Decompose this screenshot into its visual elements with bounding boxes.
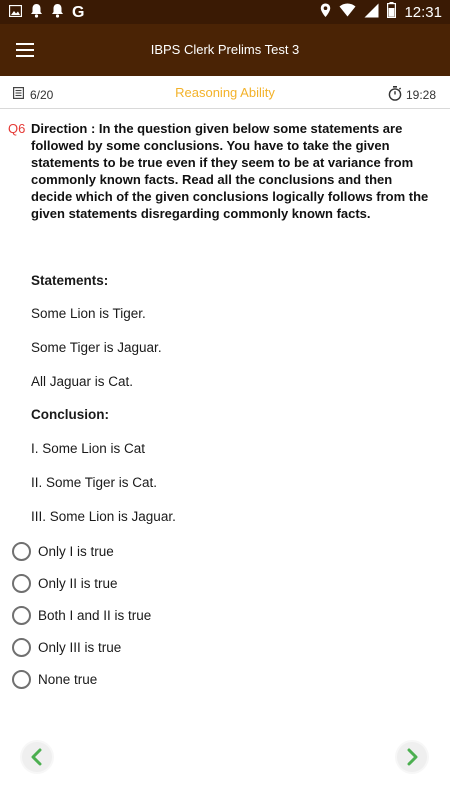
conclusion-1: I. Some Lion is Cat bbox=[31, 441, 146, 456]
conclusion-3: III. Some Lion is Jaguar. bbox=[31, 509, 176, 524]
option-4[interactable] bbox=[12, 635, 121, 659]
bell-icon bbox=[30, 3, 43, 23]
radio-button[interactable] bbox=[12, 670, 31, 689]
radio-button[interactable] bbox=[12, 542, 31, 561]
option-1[interactable] bbox=[12, 539, 114, 563]
option-label: Only I is true bbox=[38, 543, 114, 559]
statement-1: Some Lion is Tiger. bbox=[31, 306, 146, 321]
previous-button[interactable] bbox=[22, 742, 52, 772]
question-number: Q6 bbox=[8, 121, 26, 136]
radio-button[interactable] bbox=[12, 606, 31, 625]
chevron-right-icon bbox=[402, 747, 422, 767]
option-5[interactable] bbox=[12, 667, 97, 691]
conclusion-heading: Conclusion: bbox=[31, 407, 109, 422]
signal-icon bbox=[364, 3, 379, 23]
statements-heading: Statements: bbox=[31, 273, 109, 288]
timer bbox=[388, 86, 436, 104]
option-label: Both I and II is true bbox=[38, 607, 152, 623]
page-title: IBPS Clerk Prelims Test 3 bbox=[150, 42, 300, 57]
radio-button[interactable] bbox=[12, 638, 31, 657]
app-bar bbox=[0, 24, 450, 76]
option-2[interactable] bbox=[12, 571, 118, 595]
location-icon bbox=[320, 3, 331, 23]
google-icon: G bbox=[72, 4, 85, 21]
conclusion-2: II. Some Tiger is Cat. bbox=[31, 475, 158, 490]
option-label: None true bbox=[38, 671, 98, 687]
option-3[interactable] bbox=[12, 603, 151, 627]
statement-2: Some Tiger is Jaguar. bbox=[31, 340, 162, 355]
statement-3: All Jaguar is Cat. bbox=[31, 374, 134, 389]
timer-value: 19:28 bbox=[405, 88, 436, 102]
battery-icon bbox=[387, 2, 396, 23]
wifi-icon bbox=[339, 3, 356, 22]
question-direction: Direction : In the question given below some statements are followed by some conclusions. You have to take the given statements to be true even if they seem to be at variance from commonly known facts. Read all the conclusions and then decide which of the given conclusions logically follows from the given statements disregarding commonly known facts. bbox=[31, 121, 429, 221]
option-label: Only II is true bbox=[38, 575, 118, 591]
status-bar bbox=[0, 0, 450, 24]
stopwatch-icon bbox=[388, 86, 402, 104]
image-notification-icon bbox=[9, 4, 22, 22]
radio-button[interactable] bbox=[12, 574, 31, 593]
test-info-bar bbox=[0, 79, 450, 109]
chevron-left-icon bbox=[27, 747, 47, 767]
bell-icon-2 bbox=[51, 3, 64, 23]
next-button[interactable] bbox=[397, 742, 427, 772]
clock-time: 12:31 bbox=[404, 3, 442, 21]
option-label: Only III is true bbox=[38, 639, 122, 655]
section-title: Reasoning Ability bbox=[175, 85, 275, 100]
question-count-label: 6/20 bbox=[30, 87, 54, 102]
